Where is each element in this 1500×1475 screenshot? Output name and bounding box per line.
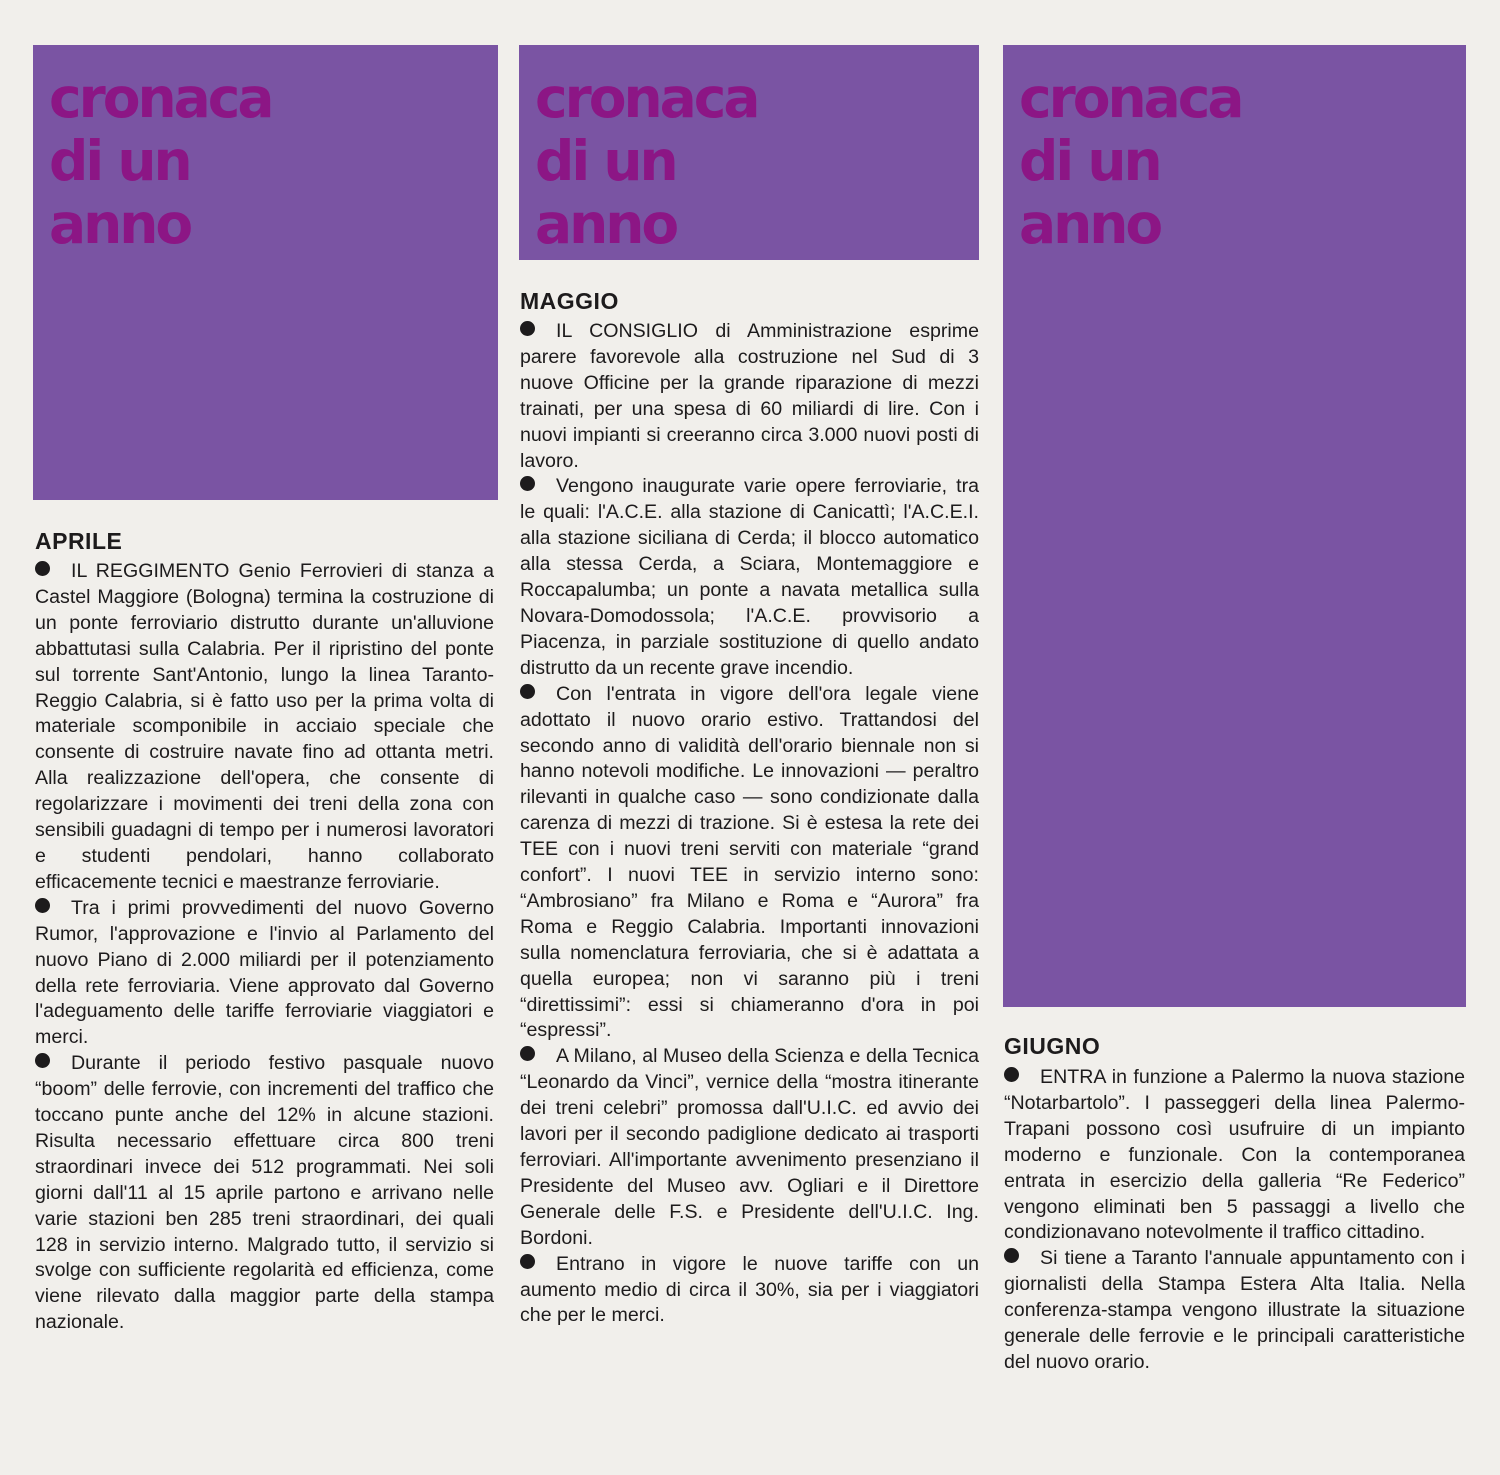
title-box-maggio bbox=[519, 45, 979, 260]
box-title-line: anno bbox=[1019, 192, 1161, 256]
box-title-line: cronaca bbox=[1019, 66, 1242, 130]
news-item-text: IL REGGIMENTO Genio Ferrovieri di stanza a Castel Maggiore (Bologna) termina la costruzione di un ponte ferroviario distrutto durante un'alluvione abbattutasi sulla Calabria. Per il ripristino del ponte sul torrente Sant'Antonio, lungo la linea Taranto-Reggio Calabria, si è fatto uso per la prima volta di materiale scomponibile in acciaio speciale che consente di costruire navate fino ad ottanta metri. Alla realizzazione dell'opera, che consente di regolarizzare i movimenti dei treni della zona con sensibili guadagni di tempo per i numerosi lavoratori e studenti pendolari, hanno collaborato efficacemente tecnici e maestranze ferroviarie. bbox=[35, 560, 494, 893]
news-item bbox=[35, 1051, 494, 1336]
bullet-icon bbox=[520, 1254, 535, 1269]
box-title bbox=[535, 67, 758, 256]
box-title-line: cronaca bbox=[535, 66, 758, 130]
news-item bbox=[520, 682, 979, 1045]
bullet-icon bbox=[520, 684, 535, 699]
news-item-text: Con l'entrata in vigore dell'ora legale viene adottato il nuovo orario estivo. Trattandosi del secondo anno di validità dell'orario biennale non si hanno notevoli modifiche. Le innovazioni — peraltro rilevanti in qualche caso — sono condizionate dalla carenza di mezzi di trazione. Si è estesa la rete dei TEE con i nuovi treni serviti con materiale “grand confort”. I nuovi TEE in servizio interno sono: “Ambrosiano” fra Milano e Roma e “Aurora” fra Roma e Reggio Calabria. Importanti innovazioni sulla nomenclatura ferroviaria, che si è adattata a quella europea; non vi saranno più i treni “direttissimi”: essi si chiameranno d'ora in poi “espressi”. bbox=[520, 682, 979, 1042]
title-box-aprile bbox=[33, 45, 498, 500]
bullet-icon bbox=[35, 561, 50, 576]
bullet-icon bbox=[520, 321, 535, 336]
box-title-line: anno bbox=[49, 192, 191, 256]
bullet-icon bbox=[520, 1046, 535, 1061]
box-title-line: di un bbox=[1019, 129, 1160, 193]
news-item bbox=[520, 474, 979, 681]
article-text-maggio bbox=[520, 319, 979, 1329]
news-item bbox=[1004, 1246, 1465, 1376]
bullet-icon bbox=[1004, 1067, 1019, 1082]
title-box-giugno bbox=[1003, 45, 1466, 1007]
month-heading-giugno: GIUGNO bbox=[1004, 1033, 1101, 1059]
box-title-line: di un bbox=[535, 129, 676, 193]
news-item-text: Vengono inaugurate varie opere ferroviarie, tra le quali: l'A.C.E. alla stazione di Canicattì; l'A.C.E.I. alla stazione siciliana di Cerda; il blocco automatico alla stessa Cerda, a Sciara, Montemaggiore e Roccapalumba; un ponte a navata metallica sulla Novara-Domodossola; l'A.C.E. provvisorio a Piacenza, in parziale sostituzione di quello andato distrutto da un recente grave incendio. bbox=[520, 475, 979, 679]
box-title bbox=[1019, 67, 1242, 256]
article-text-giugno bbox=[1004, 1065, 1465, 1376]
bullet-icon bbox=[35, 1053, 50, 1068]
news-item bbox=[35, 559, 494, 896]
bullet-icon bbox=[520, 476, 535, 491]
box-title-line: di un bbox=[49, 129, 190, 193]
news-item-text: Durante il periodo festivo pasquale nuovo “boom” delle ferrovie, con incrementi del traffico che toccano punte anche del 12% in alcune stazioni. Risulta necessario effettuare circa 800 treni straordinari invece dei 512 programmati. Nei soli giorni dall'11 al 15 aprile partono e arrivano nelle varie stazioni ben 285 treni straordinari, dei quali 128 in servizio interno. Malgrado tutto, il servizio si svolge con sufficiente regolarità ed efficienza, come viene rilevato dalla maggior parte della stampa nazionale. bbox=[35, 1052, 494, 1334]
news-item bbox=[520, 1252, 979, 1330]
box-title-line: anno bbox=[535, 192, 677, 256]
news-item bbox=[1004, 1065, 1465, 1246]
news-item-text: Entrano in vigore le nuove tariffe con un aumento medio di circa il 30%, sia per i viaggiatori che per le merci. bbox=[520, 1252, 979, 1327]
news-item bbox=[520, 319, 979, 474]
news-item-text: A Milano, al Museo della Scienza e della Tecnica “Leonardo da Vinci”, vernice della “mostra itinerante dei treni celebri” promossa dall'U.I.C. ed avvio dei lavori per il secondo padiglione dedicato ai trasporti ferroviari. All'importante avvenimento presenziano il Presidente del Museo avv. Ogliari e il Direttore Generale delle F.S. e Presidente dell'U.I.C. Ing. Bordoni. bbox=[520, 1045, 979, 1249]
bullet-icon bbox=[35, 898, 50, 913]
news-item-text: Tra i primi provvedimenti del nuovo Governo Rumor, l'approvazione e l'invio al Parlamento del nuovo Piano di 2.000 miliardi per il potenziamento della rete ferroviaria. Viene approvato dal Governo l'adeguamento delle tariffe ferroviarie viaggiatori e merci. bbox=[35, 896, 494, 1049]
news-item-text: Si tiene a Taranto l'annuale appuntamento con i giornalisti della Stampa Estera Alta Italia. Nella conferenza-stampa vengono illustrate la situazione generale delle ferrovie e le principali caratteristiche del nuovo orario. bbox=[1004, 1247, 1465, 1373]
news-item bbox=[35, 896, 494, 1051]
article-text-aprile bbox=[35, 559, 494, 1336]
month-heading-maggio: MAGGIO bbox=[520, 288, 619, 314]
month-heading-aprile: APRILE bbox=[35, 528, 123, 554]
box-title bbox=[49, 67, 272, 256]
bullet-icon bbox=[1004, 1248, 1019, 1263]
news-item-text: IL CONSIGLIO di Amministrazione esprime parere favorevole alla costruzione nel Sud di 3 nuove Officine per la grande riparazione di mezzi trainati, per una spesa di 60 miliardi di lire. Con i nuovi impianti si creeranno circa 3.000 nuovi posti di lavoro. bbox=[520, 320, 979, 472]
news-item bbox=[520, 1044, 979, 1251]
box-title-line: cronaca bbox=[49, 66, 272, 130]
news-item-text: ENTRA in funzione a Palermo la nuova stazione “Notarbartolo”. I passeggeri della linea Palermo-Trapani possono così usufruire di un impianto moderno e funzionale. Con la contemporanea entrata in esercizio della galleria “Re Federico” vengono eliminati ben 5 passaggi a livello che condizionavano notevolmente il traffico cittadino. bbox=[1004, 1066, 1465, 1244]
